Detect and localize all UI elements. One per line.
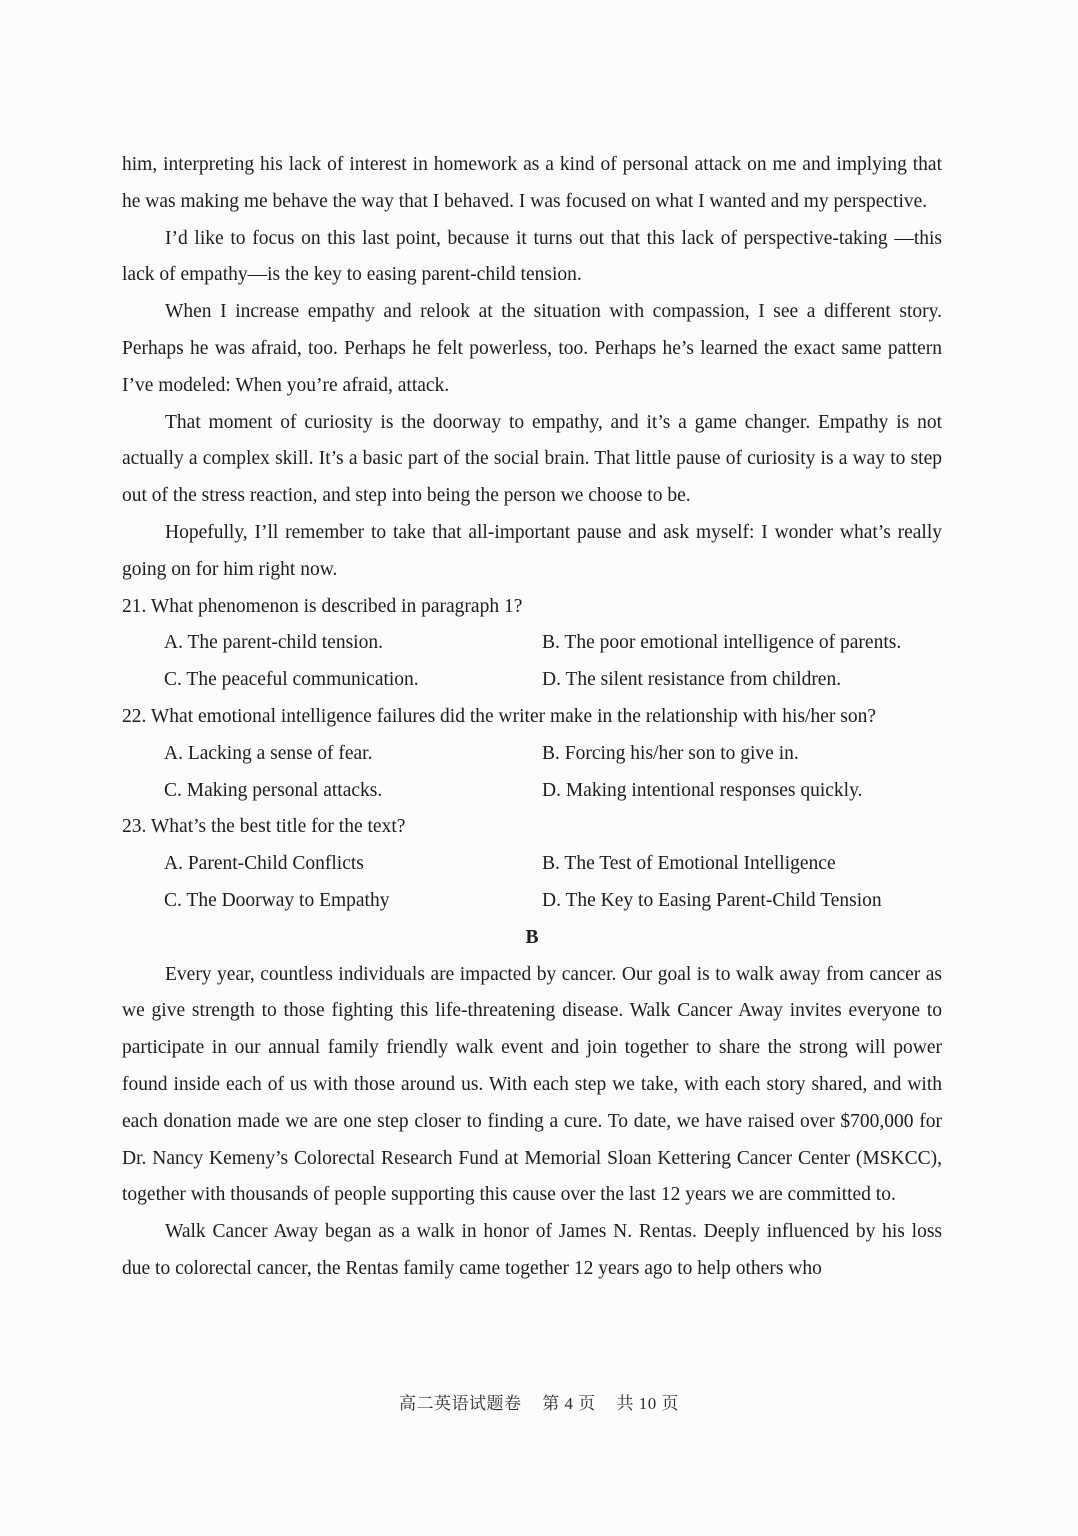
option-d: D. The Key to Easing Parent-Child Tension: [542, 889, 882, 911]
total-pages: 共 10 页: [616, 1394, 679, 1413]
option-d: D. Making intentional responses quickly.: [542, 779, 863, 801]
page-footer: [0, 1389, 1078, 1414]
option-a: A. Lacking a sense of fear.: [164, 742, 373, 764]
option-b: B. Forcing his/her son to give in.: [542, 742, 799, 764]
question-21: [122, 589, 942, 699]
question-22: [122, 699, 942, 809]
option-c: C. The Doorway to Empathy: [164, 889, 390, 911]
question-stem: 23. What’s the best title for the text?: [122, 816, 406, 838]
option-b: B. The poor emotional intelligence of parents.: [542, 632, 902, 654]
option-c: C. Making personal attacks.: [164, 779, 383, 801]
option-grid: [122, 736, 942, 810]
option-b: B. The Test of Emotional Intelligence: [542, 853, 836, 875]
option-d: D. The silent resistance from children.: [542, 669, 842, 691]
option-grid: [122, 625, 942, 699]
option-c: C. The peaceful communication.: [164, 669, 419, 691]
option-a: A. The parent-child tension.: [164, 632, 383, 654]
page-number: 第 4 页: [542, 1394, 596, 1413]
section-heading-b: B: [525, 926, 539, 948]
passage-a-paragraph-3: When I increase empathy and relook at the situation with compassion, I see a different story. Perhaps he was afraid, too. Perhaps he felt powerless, too. Perhaps he’s learned the exact same pattern I’ve modeled: When you’re afraid, attack.: [122, 301, 942, 396]
exam-name: 高二英语试题卷: [399, 1394, 522, 1413]
question-23: [122, 809, 942, 919]
option-a: A. Parent-Child Conflicts: [164, 853, 364, 875]
passage-a-paragraph-1: him, interpreting his lack of interest in homework as a kind of personal attack on me and implying that he was making me behave the way that I behaved. I was focused on what I wanted and my perspective.: [122, 154, 942, 212]
option-grid: [122, 846, 942, 920]
question-stem: 21. What phenomenon is described in paragraph 1?: [122, 595, 523, 617]
question-stem: 22. What emotional intelligence failures did the writer make in the relationship with his/her son?: [122, 705, 876, 727]
passage-b-paragraph-1: Every year, countless individuals are impacted by cancer. Our goal is to walk away from cancer as we give strength to those fighting this life-threatening disease. Walk Cancer Away invites everyone to participate in our annual family friendly walk event and join together to share the strong will power found inside each of us with those around us. With each step we take, with each story shared, and with each donation made we are one step closer to finding a cure. To date, we have raised over $700,000 for Dr. Nancy Kemeny’s Colorectal Research Fund at Memorial Sloan Kettering Cancer Center (MSKCC), together with thousands of people supporting this cause over the last 12 years we are committed to.: [122, 963, 942, 1206]
passage-a-paragraph-2: I’d like to focus on this last point, because it turns out that this lack of perspective-taking —this lack of empathy—is the key to easing parent-child tension.: [122, 227, 942, 286]
exam-page: [122, 147, 942, 1288]
passage-a-paragraph-4: That moment of curiosity is the doorway to empathy, and it’s a game changer. Empathy is not actually a complex skill. It’s a basic part of the social brain. That little pause of curiosity is a way to step out of the stress reaction, and step into being the person we choose to be.: [122, 411, 942, 507]
passage-b-paragraph-2: Walk Cancer Away began as a walk in honor of James N. Rentas. Deeply influenced by his loss due to colorectal cancer, the Rentas family came together 12 years ago to help others who: [122, 1221, 942, 1279]
passage-a-paragraph-5: Hopefully, I’ll remember to take that all-important pause and ask myself: I wonder what’s really going on for him right now.: [122, 521, 942, 580]
